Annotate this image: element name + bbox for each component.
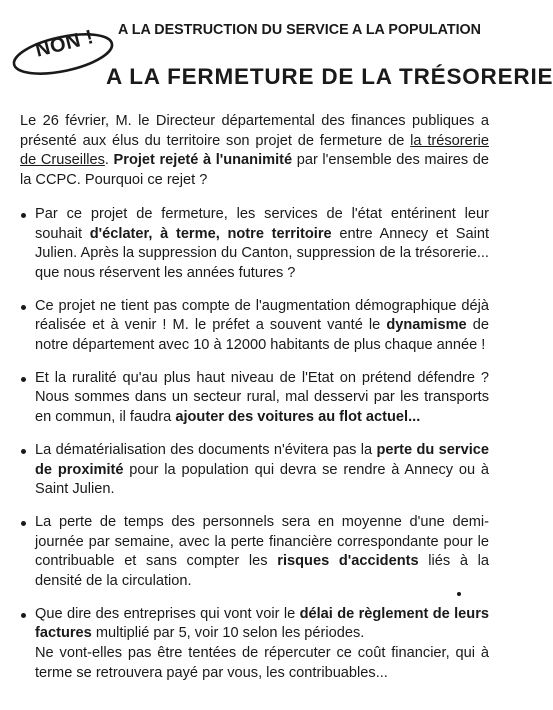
- list-item: [20, 605, 489, 684]
- bullet-bold: dynamisme: [386, 317, 467, 334]
- bullet-text: entre Annecy et Saint Julien. Après la suppression du Canton, suppression de la trésorerie... que nous réservent les années futures ?: [35, 225, 489, 281]
- headline-top: A LA DESTRUCTION DU SERVICE A LA POPULATION: [118, 22, 481, 38]
- bullet-text: Par ce projet de fermeture, les services de l'état entérinent leur souhait: [35, 205, 489, 242]
- bullet-bold: ajouter des voitures au flot actuel...: [175, 409, 421, 426]
- page-header: [0, 0, 553, 100]
- bullet-text: Que dire des entreprises qui vont voir le: [35, 605, 300, 622]
- bullet-text: Ce projet ne tient pas compte de l'augmentation démographique déjà réalisée et à venir ! M. le préfet a souvent vanté le: [35, 297, 489, 334]
- intro-bold: Projet rejeté à l'unanimité: [113, 152, 293, 169]
- bullet-bold: perte du service de proximité: [35, 441, 489, 478]
- intro-text: .: [104, 152, 114, 169]
- intro-text: par l'ensemble des maires de la CCPC. Pourquoi ce rejet ?: [20, 152, 489, 189]
- stray-dot-mark: [457, 592, 461, 596]
- article-body: [20, 112, 489, 697]
- non-badge: [8, 26, 118, 78]
- list-item: [20, 369, 489, 428]
- bullet-text: pour la population qui devra se rendre à Annecy ou à Saint Julien.: [35, 461, 490, 498]
- bullet-text: La dématérialisation des documents n'évitera pas la: [35, 441, 377, 458]
- bullet-text: multiplié par 5, voir 10 selon les périodes.: [91, 625, 365, 642]
- intro-paragraph: [20, 112, 489, 191]
- headline-main: A LA FERMETURE DE LA TRÉSORERIE: [106, 64, 553, 89]
- list-item: [20, 513, 489, 592]
- bullet-text: Et la ruralité qu'au plus haut niveau de l'Etat on prétend défendre ? Nous sommes dans un secteur rural, mal desservi par les transports en commun, il faudra: [35, 369, 489, 426]
- list-item: [20, 205, 489, 284]
- bullet-text: liés à la densité de la circulation.: [35, 553, 490, 590]
- list-item: [20, 441, 489, 500]
- bullet-paragraph: Ne vont-elles pas être tentées de répercuter ce coût financier, qui à terme se retrouvera payé par vous, les contribuables...: [35, 645, 489, 681]
- bullet-bold: risques d'accidents: [277, 553, 419, 570]
- non-label: NON !: [33, 26, 96, 62]
- intro-underlined: la trésorerie de Cruseilles: [20, 132, 489, 169]
- bullet-bold: d'éclater, à terme, notre territoire: [89, 225, 332, 242]
- bullet-text: de notre département avec 10 à 12000 habitants de plus chaque année !: [35, 317, 489, 354]
- bullet-text: La perte de temps des personnels sera en moyenne d'une demi-journée par semaine, avec la perte financière correspondante pour le contribuable et sans compter les: [35, 513, 489, 570]
- list-item: [20, 297, 489, 356]
- bullet-list: [20, 205, 489, 684]
- intro-text: Le 26 février, M. le Directeur départemental des finances publiques a présenté aux élus du territoire son projet de fermeture de: [20, 113, 489, 149]
- bullet-bold: délai de règlement de leurs factures: [35, 605, 489, 642]
- bullet-paragraph: [35, 605, 489, 644]
